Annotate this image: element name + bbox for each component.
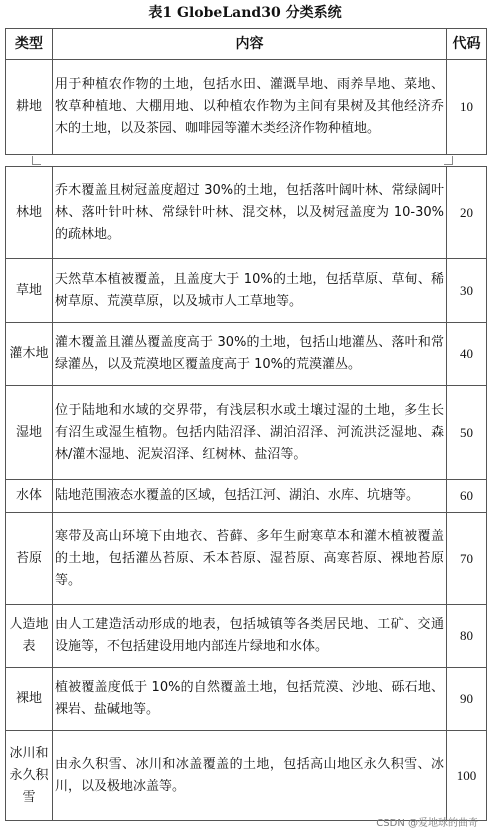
row-content: 天然草本植被覆盖，且盖度大于 10%的土地，包括草原、草甸、稀树草原、荒漠草原，以及城市人工草地等。 xyxy=(53,259,447,323)
row-category: 耕地 xyxy=(6,60,53,155)
table-row xyxy=(6,386,487,480)
table-row xyxy=(6,513,487,605)
header-content: 内容 xyxy=(53,29,447,60)
row-category: 裸地 xyxy=(6,668,53,731)
classification-table-part-2 xyxy=(5,166,487,821)
classification-table-part-1 xyxy=(5,28,487,155)
row-category: 林地 xyxy=(6,167,53,259)
row-content: 用于种植农作物的土地，包括水田、灌溉旱地、雨养旱地、菜地、牧草种植地、大棚用地、以种植农作物为主间有果树及其他经济乔木的土地，以及茶园、咖啡园等灌木类经济作物种植地。 xyxy=(53,60,447,155)
row-code: 100 xyxy=(447,731,487,821)
row-code: 10 xyxy=(447,60,487,155)
table-row xyxy=(6,60,487,155)
row-category: 草地 xyxy=(6,259,53,323)
row-category: 水体 xyxy=(6,480,53,513)
header-code: 代码 xyxy=(447,29,487,60)
row-content: 陆地范围液态水覆盖的区域，包括江河、湖泊、水库、坑塘等。 xyxy=(53,480,447,513)
row-code: 80 xyxy=(447,605,487,668)
row-content: 寒带及高山环境下由地衣、苔藓、多年生耐寒草本和灌木植被覆盖的土地，包括灌丛苔原、禾本苔原、湿苔原、高寒苔原、裸地苔原等。 xyxy=(53,513,447,605)
row-content: 植被覆盖度低于 10%的自然覆盖土地，包括荒漠、沙地、砾石地、裸岩、盐碱地等。 xyxy=(53,668,447,731)
row-code: 20 xyxy=(447,167,487,259)
row-category: 湿地 xyxy=(6,386,53,480)
row-content: 乔木覆盖且树冠盖度超过 30%的土地，包括落叶阔叶林、常绿阔叶林、落叶针叶林、常绿针叶林、混交林，以及树冠盖度为 10-30%的疏林地。 xyxy=(53,167,447,259)
row-category: 苔原 xyxy=(6,513,53,605)
row-category: 灌木地 xyxy=(6,323,53,386)
row-code: 70 xyxy=(447,513,487,605)
table-row xyxy=(6,605,487,668)
watermark-text: CSDN @爱地球的曲奇 xyxy=(376,818,478,829)
row-code: 90 xyxy=(447,668,487,731)
row-category: 冰川和永久积雪 xyxy=(6,731,53,821)
row-code: 50 xyxy=(447,386,487,480)
row-content: 由永久积雪、冰川和冰盖覆盖的土地，包括高山地区永久积雪、冰川，以及极地冰盖等。 xyxy=(53,731,447,821)
row-category: 人造地表 xyxy=(6,605,53,668)
row-code: 30 xyxy=(447,259,487,323)
table-row xyxy=(6,731,487,821)
table-header-row xyxy=(6,29,487,60)
table-row xyxy=(6,167,487,259)
table-row xyxy=(6,480,487,513)
row-content: 位于陆地和水域的交界带，有浅层积水或土壤过湿的土地，多生长有沼生或湿生植物。包括内陆沼泽、湖泊沼泽、河流洪泛湿地、森林/灌木湿地、泥炭沼泽、红树林、盐沼等。 xyxy=(53,386,447,480)
table-row xyxy=(6,668,487,731)
row-code: 60 xyxy=(447,480,487,513)
table-row xyxy=(6,323,487,386)
page-break-mark-left xyxy=(32,156,41,165)
table-title: 表1 GlobeLand30 分类系统 xyxy=(148,5,342,21)
header-category: 类型 xyxy=(6,29,53,60)
row-code: 40 xyxy=(447,323,487,386)
table-row xyxy=(6,259,487,323)
row-content: 由人工建造活动形成的地表，包括城镇等各类居民地、工矿、交通设施等，不包括建设用地内部连片绿地和水体。 xyxy=(53,605,447,668)
page-break-mark-right xyxy=(444,156,453,165)
row-content: 灌木覆盖且灌丛覆盖度高于 30%的土地，包括山地灌丛、落叶和常绿灌丛，以及荒漠地区覆盖度高于 10%的荒漠灌丛。 xyxy=(53,323,447,386)
